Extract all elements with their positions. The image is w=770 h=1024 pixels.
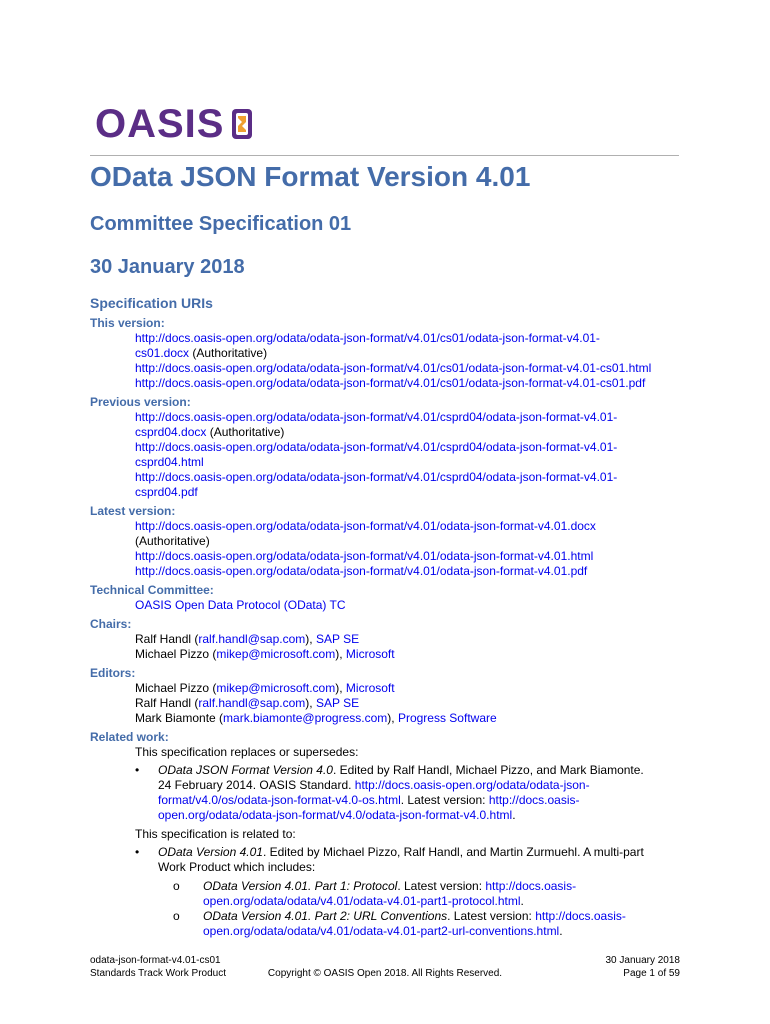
chair-entry: Michael Pizzo (mikep@microsoft.com), Microsoft (135, 647, 395, 661)
part-title: OData Version 4.01. Part 1: Protocol (203, 879, 398, 893)
footer-page-number: Page 1 of 59 (623, 968, 680, 979)
authoritative-note: (Authoritative) (189, 346, 268, 360)
part2-link[interactable]: http://docs.oasis- (535, 909, 626, 923)
editor-org-link[interactable]: SAP SE (315, 696, 360, 710)
related-part-item: o OData Version 4.01. Part 1: Protocol. Latest version: http://docs.oasis- open.org/odata/odata/v4.01/odata-v4.01-part1-protocol.html. (173, 879, 577, 908)
previous-version-pdf-link[interactable]: http://docs.oasis-open.org/odata/odata-json-format/v4.01/csprd04/odata-json-format-v4.01- (135, 470, 618, 484)
chairs-label: Chairs: (90, 617, 132, 631)
editor-org-link[interactable]: Progress Software (397, 711, 497, 725)
replaces-title: OData JSON Format Version 4.0 (158, 763, 333, 777)
chair-org-link[interactable]: SAP SE (315, 632, 360, 646)
oasis-logo-text: OASIS (95, 102, 225, 146)
replaces-os-link[interactable]: http://docs.oasis-open.org/odata/odata-json- (354, 778, 590, 792)
editor-email-link[interactable]: ralf.handl@sap.com (198, 696, 306, 710)
part1-link[interactable]: http://docs.oasis- (485, 879, 577, 893)
editor-email-link[interactable]: mark.biamonte@progress.com (223, 711, 388, 725)
part1-link-cont[interactable]: open.org/odata/odata/v4.01/odata-v4.01-part1-protocol.html (203, 894, 521, 908)
editors-label: Editors: (90, 666, 136, 680)
editors-list (90, 681, 685, 726)
chair-entry: Ralf Handl (ralf.handl@sap.com), SAP SE (135, 632, 360, 646)
footer-date: 30 January 2018 (605, 955, 680, 966)
header-rule (90, 155, 679, 156)
previous-version-html-link-cont[interactable]: csprd04.html (135, 455, 204, 469)
sub-bullet-icon: o (173, 909, 180, 923)
footer-track: Standards Track Work Product (90, 968, 226, 979)
latest-version-block (90, 519, 685, 579)
oasis-mark-icon (232, 108, 252, 140)
replaces-intro: This specification replaces or supersedes: (135, 745, 359, 759)
this-version-docx-link-cont[interactable]: cs01.docx (135, 346, 190, 360)
spec-uris-heading: Specification URIs (90, 295, 213, 311)
previous-version-label: Previous version: (90, 395, 191, 409)
bullet-icon: • (135, 763, 140, 777)
editor-entry: Mark Biamonte (mark.biamonte@progress.com), Progress Software (135, 711, 497, 725)
chair-email-link[interactable]: mikep@microsoft.com (216, 647, 336, 661)
this-version-html-link[interactable]: http://docs.oasis-open.org/odata/odata-json-format/v4.01/cs01/odata-json-format-v4.01-cs01.html (135, 361, 652, 375)
this-version-block (90, 331, 685, 391)
previous-version-docx-link[interactable]: http://docs.oasis-open.org/odata/odata-json-format/v4.01/csprd04/odata-json-format-v4.01- (135, 410, 618, 424)
editor-entry: Ralf Handl (ralf.handl@sap.com), SAP SE (135, 696, 360, 710)
sub-bullet-icon: o (173, 879, 180, 893)
editor-email-link[interactable]: mikep@microsoft.com (216, 681, 336, 695)
latest-version-label: Latest version: (90, 504, 176, 518)
part-title: OData Version 4.01. Part 2: URL Conventions (203, 909, 448, 923)
bullet-icon: • (135, 845, 140, 859)
this-version-label: This version: (90, 316, 165, 330)
document-stage: Committee Specification 01 (90, 213, 352, 235)
authoritative-note: (Authoritative) (206, 425, 285, 439)
previous-version-docx-link-cont[interactable]: csprd04.docx (135, 425, 207, 439)
latest-version-pdf-link[interactable]: http://docs.oasis-open.org/odata/odata-json-format/v4.01/odata-json-format-v4.01.pdf (135, 564, 588, 578)
footer-copyright: Copyright © OASIS Open 2018. All Rights Reserved. (267, 968, 503, 979)
chair-email-link[interactable]: ralf.handl@sap.com (198, 632, 306, 646)
previous-version-html-link[interactable]: http://docs.oasis-open.org/odata/odata-json-format/v4.01/csprd04/odata-json-format-v4.01- (135, 440, 618, 454)
technical-committee-link[interactable]: OASIS Open Data Protocol (OData) TC (135, 598, 346, 612)
replaces-item: • OData JSON Format Version 4.0. Edited by Ralf Handl, Michael Pizzo, and Mark Biamonte. 24 February 2014. OASIS Standard. http://docs.oasis-open.org/odata/odata-json- format/v4.0/os/odata-json-format-v4.0-os.html. Latest version: http://docs.oasis- open.org/odata/odata-json-format/v4.0/odata-json-format-v4.0.html. (135, 763, 644, 822)
previous-version-block (90, 410, 685, 500)
related-intro: This specification is related to: (135, 827, 296, 841)
technical-committee-label: Technical Committee: (90, 583, 214, 597)
previous-version-pdf-link-cont[interactable]: csprd04.pdf (135, 485, 198, 499)
latest-version-html-link[interactable]: http://docs.oasis-open.org/odata/odata-json-format/v4.01/odata-json-format-v4.01.html (135, 549, 594, 563)
document-title: OData JSON Format Version 4.01 (90, 161, 531, 192)
editor-entry: Michael Pizzo (mikep@microsoft.com), Microsoft (135, 681, 395, 695)
latest-version-docx-link[interactable]: http://docs.oasis-open.org/odata/odata-json-format/v4.01/odata-json-format-v4.01.docx (135, 519, 596, 533)
chairs-list (90, 632, 685, 662)
related-work-label: Related work: (90, 730, 169, 744)
front-matter (90, 294, 685, 939)
chair-org-link[interactable]: Microsoft (345, 647, 395, 661)
part2-link-cont[interactable]: open.org/odata/odata/v4.01/odata-v4.01-part2-url-conventions.html (203, 924, 560, 938)
related-item: • OData Version 4.01. Edited by Michael Pizzo, Ralf Handl, and Martin Zurmuehl. A multi-part Work Product which includes: (135, 845, 644, 874)
editor-org-link[interactable]: Microsoft (345, 681, 395, 695)
document-date: 30 January 2018 (90, 256, 245, 278)
replaces-latest-link[interactable]: http://docs.oasis- (488, 793, 580, 807)
this-version-pdf-link[interactable]: http://docs.oasis-open.org/odata/odata-json-format/v4.01/cs01/odata-json-format-v4.01-cs01.pdf (135, 376, 646, 390)
related-title: OData Version 4.01 (158, 845, 263, 859)
related-part-item: o OData Version 4.01. Part 2: URL Conventions. Latest version: http://docs.oasis- open.org/odata/odata/v4.01/odata-v4.01-part2-url-conventions.html. (173, 909, 626, 938)
this-version-docx-link[interactable]: http://docs.oasis-open.org/odata/odata-json-format/v4.01/cs01/odata-json-format-v4.01- (135, 331, 600, 345)
authoritative-note: (Authoritative) (135, 534, 210, 548)
replaces-latest-link-cont[interactable]: open.org/odata/odata-json-format/v4.0/odata-json-format-v4.0.html (158, 808, 513, 822)
footer-doc-id: odata-json-format-v4.01-cs01 (90, 955, 221, 966)
replaces-os-link-cont[interactable]: format/v4.0/os/odata-json-format-v4.0-os.html (158, 793, 401, 807)
footer-right (605, 954, 680, 980)
oasis-logo (95, 103, 252, 145)
